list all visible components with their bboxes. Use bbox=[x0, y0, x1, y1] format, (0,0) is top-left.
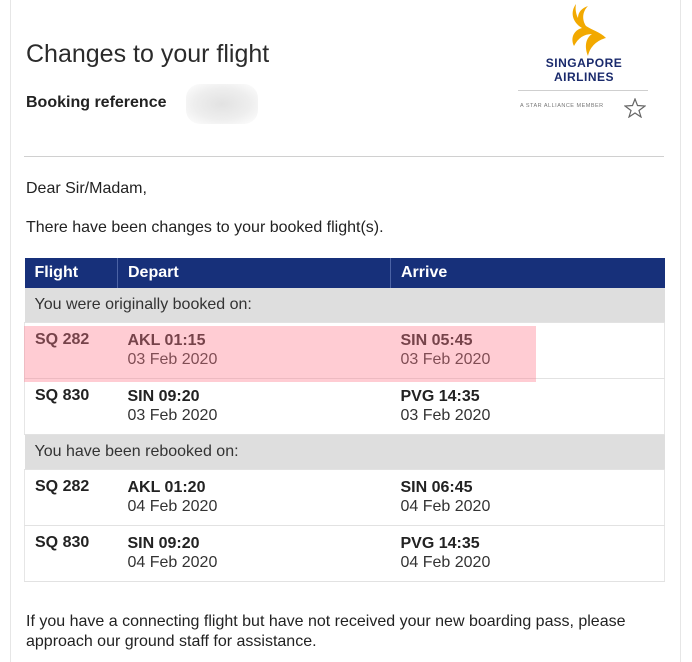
header-divider bbox=[24, 156, 664, 157]
arrive-date: 04 Feb 2020 bbox=[400, 498, 491, 515]
depart-date: 04 Feb 2020 bbox=[127, 554, 218, 571]
depart-time: AKL 01:20 bbox=[127, 479, 206, 496]
arrive-cell bbox=[391, 323, 665, 379]
depart-time: AKL 01:15 bbox=[127, 332, 206, 349]
greeting-text: Dear Sir/Madam, bbox=[26, 180, 147, 197]
arrive-date: 03 Feb 2020 bbox=[400, 407, 491, 424]
depart-date: 04 Feb 2020 bbox=[127, 498, 218, 515]
depart-time: SIN 09:20 bbox=[127, 388, 200, 405]
flight-changes-table bbox=[24, 258, 665, 582]
rebooked-label: You have been rebooked on: bbox=[25, 435, 665, 470]
arrive-date: 03 Feb 2020 bbox=[400, 351, 491, 368]
booking-reference-label: Booking reference bbox=[26, 94, 167, 111]
column-header-arrive: Arrive bbox=[391, 258, 665, 288]
arrive-time: PVG 14:35 bbox=[400, 535, 480, 552]
singapore-airlines-bird-icon bbox=[560, 2, 608, 58]
arrive-cell bbox=[391, 470, 665, 526]
intro-text: There have been changes to your booked flight(s). bbox=[26, 219, 384, 236]
airline-logo-text bbox=[528, 56, 640, 84]
depart-time: SIN 09:20 bbox=[127, 535, 200, 552]
depart-cell bbox=[118, 379, 391, 435]
column-header-depart: Depart bbox=[118, 258, 391, 288]
table-row bbox=[25, 323, 665, 379]
flight-number: SQ 830 bbox=[35, 534, 90, 551]
arrive-time: PVG 14:35 bbox=[400, 388, 480, 405]
table-row bbox=[25, 379, 665, 435]
logo-name-line1: SINGAPORE bbox=[545, 56, 623, 70]
arrive-cell bbox=[391, 526, 665, 582]
depart-date: 03 Feb 2020 bbox=[127, 407, 218, 424]
arrive-time: SIN 06:45 bbox=[400, 479, 473, 496]
section-row-rebooked bbox=[25, 435, 665, 470]
depart-cell bbox=[118, 323, 391, 379]
depart-cell bbox=[118, 526, 391, 582]
flight-number: SQ 282 bbox=[35, 331, 90, 348]
depart-cell bbox=[118, 470, 391, 526]
booking-reference-redacted bbox=[186, 84, 258, 124]
logo-divider bbox=[518, 90, 648, 91]
frame-border-left bbox=[10, 0, 11, 662]
arrive-date: 04 Feb 2020 bbox=[400, 554, 491, 571]
table-row bbox=[25, 526, 665, 582]
logo-name-line2: AIRLINES bbox=[553, 70, 614, 84]
flight-number: SQ 282 bbox=[35, 478, 90, 495]
column-header-flight: Flight bbox=[25, 258, 118, 288]
flight-number: SQ 830 bbox=[35, 387, 90, 404]
table-header-row bbox=[25, 258, 665, 288]
flight-number-cell bbox=[25, 526, 118, 582]
flight-number-cell bbox=[25, 323, 118, 379]
section-row-original bbox=[25, 288, 665, 323]
flight-number-cell bbox=[25, 379, 118, 435]
arrive-time: SIN 05:45 bbox=[400, 332, 473, 349]
original-booking-label: You were originally booked on: bbox=[25, 288, 665, 323]
depart-date: 03 Feb 2020 bbox=[127, 351, 218, 368]
arrive-cell bbox=[391, 379, 665, 435]
alliance-label: A STAR ALLIANCE MEMBER bbox=[520, 103, 604, 109]
frame-border-right bbox=[680, 0, 681, 662]
assistance-note: If you have a connecting flight but have not received your new boarding pass, please approach our ground staff for assistance. bbox=[26, 613, 626, 650]
flight-number-cell bbox=[25, 470, 118, 526]
star-alliance-icon bbox=[624, 98, 646, 118]
page-title: Changes to your flight bbox=[26, 40, 270, 68]
table-row bbox=[25, 470, 665, 526]
